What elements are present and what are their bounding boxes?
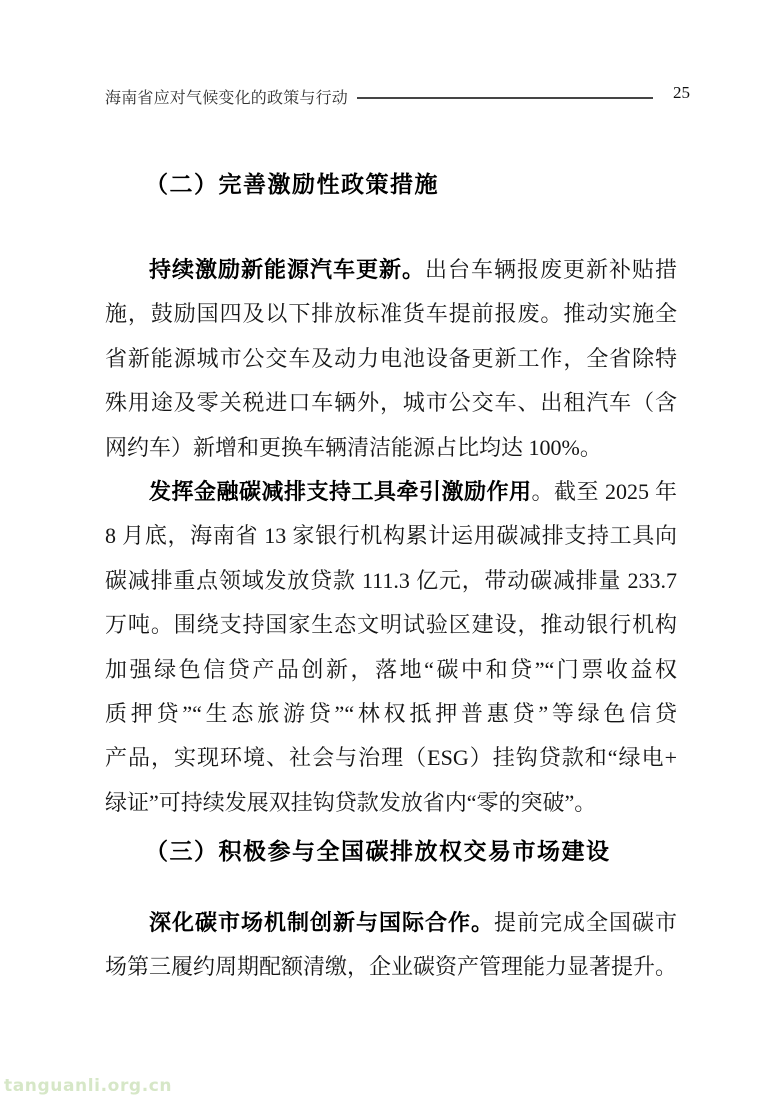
text-line: [105, 781, 677, 825]
text-line: [105, 470, 677, 514]
text-line: [105, 648, 677, 692]
bold-lead-phrase: 深化碳市场机制创新与国际合作。: [149, 910, 494, 936]
section-heading: （二）完善激励性政策措施: [145, 172, 439, 197]
text-segment: 碳减排重点领域发放贷款 111.3 亿元，带动碳减排量 233.7: [105, 567, 677, 593]
page-number: 25: [673, 83, 690, 102]
text-segment: 质押贷”“生态旅游贷”“林权抵押普惠贷”等绿色信贷: [105, 700, 677, 726]
text-line: [105, 426, 677, 470]
text-segment: 8 月底，海南省 13 家银行机构累计运用碳减排支持工具向: [105, 523, 677, 549]
paragraph: [105, 470, 677, 825]
text-segment: 场第三履约周期配额清缴，企业碳资产管理能力显著提升。: [105, 954, 677, 980]
paragraph: [105, 248, 677, 470]
header-rule: [357, 97, 653, 99]
header-title: 海南省应对气候变化的政策与行动: [105, 90, 349, 107]
text-segment: 施，鼓励国四及以下排放标准货车提前报废。推动实施全: [105, 301, 677, 327]
text-segment: 加强绿色信贷产品创新，落地“碳中和贷”“门票收益权: [105, 656, 677, 682]
text-line: [105, 901, 677, 945]
bold-lead-phrase: 发挥金融碳减排支持工具牵引激励作用: [149, 478, 532, 504]
watermark: tanguanli.org.cn: [4, 1076, 173, 1096]
text-segment: 万吨。围绕支持国家生态文明试验区建设，推动银行机构: [105, 612, 677, 638]
text-segment: 提前完成全国碳市: [493, 910, 677, 936]
text-line: [105, 945, 677, 989]
text-line: [105, 292, 677, 336]
text-line: [105, 514, 677, 558]
text-line: [105, 381, 677, 425]
text-line: [105, 692, 677, 736]
text-segment: 出台车辆报废更新补贴措: [424, 257, 677, 282]
text-segment: 殊用途及零关税进口车辆外，城市公交车、出租汽车（含: [105, 390, 677, 416]
text-line: [105, 603, 677, 647]
document-body: [105, 166, 677, 990]
text-line: [105, 248, 677, 292]
section-heading: （三）积极参与全国碳排放权交易市场建设: [145, 839, 611, 865]
text-segment: 产品，实现环境、社会与治理（ESG）挂钩贷款和“绿电+: [105, 745, 677, 771]
text-segment: 省新能源城市公交车及动力电池设备更新工作，全省除特: [105, 345, 677, 371]
bold-lead-phrase: 持续激励新能源汽车更新。: [149, 257, 425, 282]
text-segment: 绿证”可持续发展双挂钩贷款发放省内“零的突破”。: [105, 789, 597, 815]
text-line: [105, 337, 677, 381]
text-segment: 。截至 2025 年: [531, 478, 677, 504]
text-segment: 网约车）新增和更换车辆清洁能源占比均达 100%。: [105, 434, 602, 460]
text-line: [105, 736, 677, 780]
paragraph: [105, 901, 677, 990]
text-line: [105, 559, 677, 603]
